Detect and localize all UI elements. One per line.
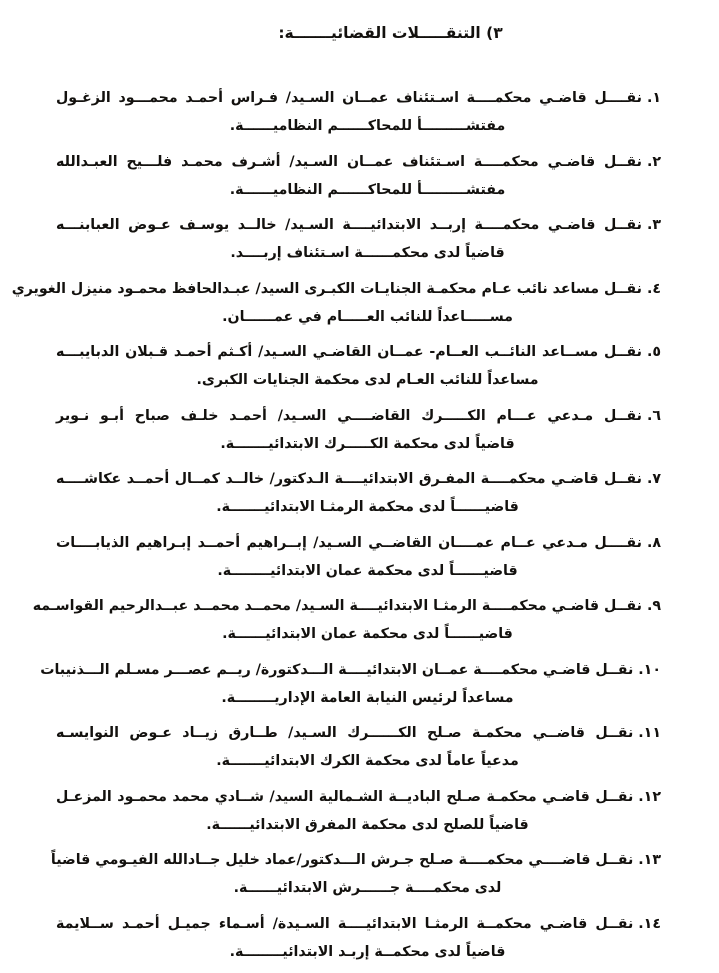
list-item-line-2: [56, 239, 661, 267]
list-item-number: ١٢.: [638, 788, 661, 805]
list-item-text-primary: نقــل قاضــي محكمـة صـلح الكــــــرك السـيد/ طــارق زيــاد عـوض النوايسـه: [56, 725, 634, 741]
list-item-line-1: [56, 465, 661, 493]
list-item: [56, 783, 661, 839]
list-item-number: ١١.: [638, 725, 661, 741]
list-item-line-2: [56, 430, 661, 458]
list-item-line-2: [56, 366, 661, 394]
list-item: [56, 719, 661, 775]
list-item-line-1: [56, 719, 661, 747]
list-item: [11, 275, 661, 331]
judicial-transfers-list: [11, 84, 661, 973]
list-item: [40, 656, 661, 712]
list-item-text-secondary: قاضياً لدى محكمة الكـــــرك الابتدائيـــــــة.: [220, 435, 515, 452]
list-item-number: ٥.: [646, 344, 661, 360]
list-item-text-primary: نقــــل مـدعي عــام عمــــان القاضــي السـيد/ إبــراهيم أحمــد إبـراهيم الذيابــــات: [56, 534, 642, 551]
list-item-text-secondary: قاضيــــــاً لدى محكمة الرمثـا الابتدائيـــــــة.: [216, 499, 519, 515]
list-item: [56, 148, 661, 204]
list-item-text-secondary: قاضيــــــاً لدى محكمة عمان الابتدائيــــــة.: [222, 626, 513, 642]
list-item-line-1: [56, 211, 661, 239]
list-item-line-2: [56, 557, 661, 585]
list-item-number: ١٠.: [638, 661, 661, 678]
list-item-text-secondary: قاضياً لدى محكمــة إربـد الابتدائيــــــــة.: [229, 943, 506, 960]
list-item-line-1: [56, 529, 661, 557]
page-title: ٣) التنقـــــلات القضائيـــــــة:: [278, 24, 503, 42]
list-item-line-1: [56, 84, 661, 112]
list-item: [56, 402, 661, 458]
list-item: [56, 338, 661, 394]
list-item-number: ٨.: [646, 534, 661, 551]
list-item-text-secondary: لدى محكمــــة جــــــرش الابتدائيــــــة.: [233, 880, 502, 896]
list-item-text-secondary: مساعداً للنائب العـام لدى محكمة الجنايات الكبرى.: [196, 372, 539, 388]
list-item-number: ٢.: [646, 153, 661, 170]
list-item-line-1: [40, 656, 661, 684]
list-item-number: ٣.: [646, 217, 661, 233]
list-item-line-1: [11, 275, 661, 303]
list-item-text-primary: نقــل قاضـي محكمــة الرمثـا الابتدائيــــة السـيدة/ أسـماء جميـل أحمـد ســلايمة: [56, 915, 634, 932]
list-item-text-primary: نقــل قاضـي محكمــــة عمــان الابتدائيــــة الـــدكتورة/ ريــم عصـــر مسـلم الـــذنيبات: [40, 661, 634, 678]
list-item-text-secondary: مســـــاعداً للنائب العـــــام في عمــــــان.: [222, 308, 513, 325]
list-item-text-primary: نقــل مساعد نائب عـام محكمـة الجنايـات الكبـرى السيد/ عبـدالحافظ محمـود منيزل الغويري: [11, 280, 642, 297]
list-item-line-2: [56, 684, 661, 712]
list-item-text-secondary: قاضياً للصلح لدى محكمة المفرق الابتدائيــــــة.: [206, 816, 529, 833]
list-item-line-2: [56, 874, 661, 902]
list-item-line-2: [56, 747, 661, 775]
list-item-line-2: [56, 811, 661, 839]
list-item-line-1: [56, 338, 661, 366]
list-item-text-secondary: مدعياً عاماً لدى محكمة الكرك الابتدائيـــــــة.: [216, 753, 519, 769]
list-item-number: ١.: [646, 90, 661, 106]
list-item-text-primary: نقــــل قاضـي محكمــــة اسـتئناف عمــان السـيد/ فـراس أحمـد محمـــود الزغـول: [56, 90, 642, 106]
list-item-line-2: [56, 620, 661, 648]
list-item-line-1: [56, 783, 661, 811]
list-item-number: ٧.: [646, 471, 661, 487]
list-item: [32, 592, 661, 648]
list-item-text-secondary: قاضيــــــاً لدى محكمة عمان الابتدائيــــــــة.: [217, 562, 518, 579]
list-item-number: ٤.: [646, 280, 661, 297]
list-item-text-primary: نقــل قاضـي محكمــــة اسـتئناف عمــان السـيد/ أشـرف محمـد فلـــيح العبـدالله: [56, 153, 642, 170]
list-item-text-primary: نقــل قاضــــي محكمــــة صـلح جـرش الـــدكتور/عماد خليل جــادالله الفيـومي قاضياً: [50, 852, 634, 868]
list-item-number: ٩.: [646, 598, 661, 614]
list-item-number: ١٣.: [638, 852, 661, 868]
list-item: [56, 529, 661, 585]
list-item: [56, 910, 661, 966]
list-item-number: ١٤.: [638, 915, 661, 932]
list-item-line-2: [56, 493, 661, 521]
list-item: [56, 211, 661, 267]
list-item-text-primary: نقــل قاضـي محكمــــة الرمثـا الابتدائيــــة السـيد/ محمــد محمــد عبــدالرحيم القواسـمه: [32, 598, 642, 614]
list-item-line-2: [56, 938, 661, 966]
list-item-text-secondary: مفتشـــــــــأ للمحاكــــــم النظاميــــــة.: [229, 181, 506, 198]
list-item-text-primary: نقــل قاضـي محكمــــة المفـرق الابتدائيــــة الـدكتور/ خالــد كمــال أحمــد عكاشــــه: [56, 471, 642, 487]
list-item-line-1: [50, 846, 661, 874]
list-item-text-primary: نقــل مـدعي عـــام الكـــــرك القاضــــي السـيد/ أحمـد خلـف صباح أبـو نـوير: [56, 407, 642, 424]
list-item-line-1: [56, 402, 661, 430]
list-item-line-1: [56, 910, 661, 938]
list-item: [56, 465, 661, 521]
list-item-text-secondary: قاضياً لدى محكمــــــة اسـتئناف إربــــد.: [230, 245, 505, 261]
list-item-text-secondary: مفتشـــــــــأ للمحاكــــــم النظاميــــــة.: [229, 118, 506, 134]
list-item: [56, 84, 661, 140]
list-item-line-1: [32, 592, 661, 620]
list-item-text-primary: نقــل مســاعد النائــب العــام- عمــان القاضـي السـيد/ أكـثم أحمـد قـبلان الدبايبـــه: [56, 344, 642, 360]
list-item-text-primary: نقــل قاضـي محكمـة صـلح الباديــة الشـمالية السيد/ شــادي محمد محمـود المزعـل: [56, 788, 634, 805]
list-item: [50, 846, 661, 902]
list-item-line-1: [56, 148, 661, 176]
list-item-line-2: [56, 176, 661, 204]
list-item-text-primary: نقــل قاضـي محكمــــة إربــد الابتدائيــــة السـيد/ خالــد يوسـف عـوض العبابنـــه: [56, 217, 642, 233]
list-item-line-2: [56, 303, 661, 331]
list-item-text-secondary: مساعداً لرئيس النيابة العامة الإداريــــــــة.: [221, 689, 514, 706]
list-item-line-2: [56, 112, 661, 140]
list-item-number: ٦.: [646, 407, 661, 424]
